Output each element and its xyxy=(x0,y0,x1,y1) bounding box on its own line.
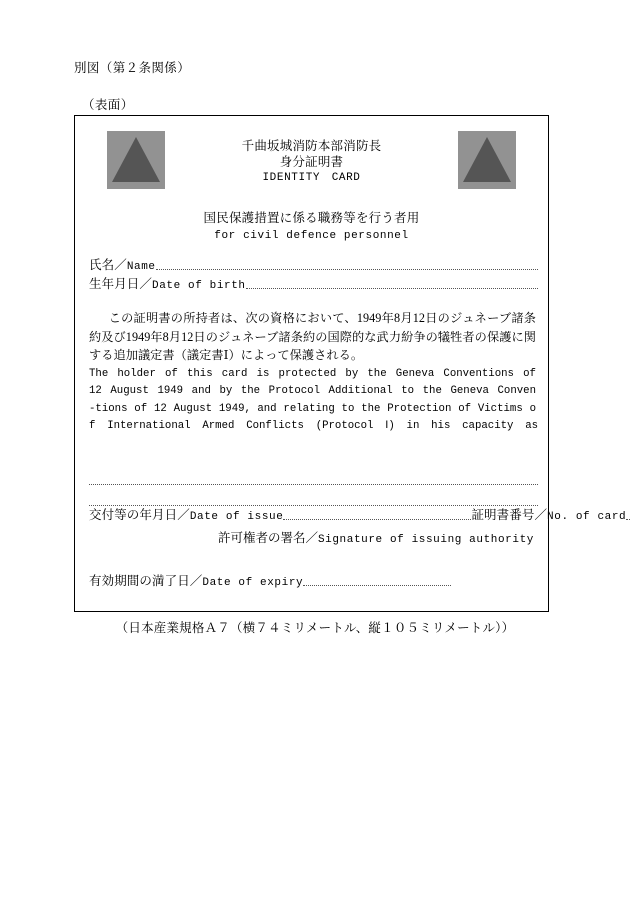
expiry-fields xyxy=(89,570,538,589)
clause-word: Conven xyxy=(497,385,536,398)
clause-word: 1949, and xyxy=(218,402,277,415)
expiry-date-label: 有効期間の満了日／Date of expiry xyxy=(89,574,304,589)
clause-word: Conventions xyxy=(443,368,514,380)
issue-fields xyxy=(89,504,627,523)
clause-word: the xyxy=(361,402,381,415)
clause-word: Additional xyxy=(328,385,393,398)
expiry-field-row xyxy=(89,570,538,589)
clause-word: of xyxy=(165,368,178,380)
clause-word: this xyxy=(186,368,213,380)
clause-word: protected xyxy=(278,368,337,380)
birth-field-row xyxy=(89,273,538,292)
clause-word: Geneva xyxy=(450,385,489,398)
emblem-row xyxy=(75,126,548,198)
clause-word: the xyxy=(240,385,261,398)
clause-word: Ⅰ) xyxy=(385,419,395,432)
protection-clause-en xyxy=(89,366,539,435)
paper-size-note: （日本産業規格Ａ７（横７４ミリメートル、縦１０５ミリメートル）） xyxy=(115,621,515,635)
expiry-date-input[interactable] xyxy=(303,584,451,586)
clause-word: Victims xyxy=(477,402,523,415)
blank-capacity-lines xyxy=(89,464,538,506)
protection-clause-jp-text: この証明書の所持者は、次の資格において、1949年8月12日のジュネーブ諸条約及び1949年8月12日のジュネーブ諸条約の国際的な武力紛争の犠牲者の保護に関する追加議定書（議定書Ⅰ）によって保護される。 xyxy=(89,311,536,363)
clause-word: August xyxy=(110,385,149,398)
clause-word: o xyxy=(529,402,536,415)
clause-word: the xyxy=(422,385,442,398)
protection-clause-en-line xyxy=(89,401,536,418)
protection-clause-en-line xyxy=(89,383,536,400)
card-side-label: （表面） xyxy=(82,98,134,112)
signature-label-jp: 許可権者の署名／ xyxy=(217,531,318,545)
clause-word: (Protocol xyxy=(315,419,374,432)
identity-card xyxy=(74,115,627,612)
identity-fields xyxy=(89,254,538,292)
name-field-label: 氏名／Name xyxy=(89,258,156,273)
clause-word: by xyxy=(345,368,359,380)
subtitle-jp: 国民保護措置に係る職務等を行う者用 xyxy=(203,211,420,225)
clause-word: Armed xyxy=(202,419,235,432)
card-number-label: 証明書番号／No. of card xyxy=(471,508,627,523)
subtitle-en: for civil defence personnel xyxy=(214,230,409,243)
clause-word: of xyxy=(458,402,472,415)
clause-word: of xyxy=(523,368,536,380)
clause-word: August xyxy=(173,402,213,415)
clause-word: 1949 xyxy=(157,385,184,398)
clause-word: 12 xyxy=(153,402,167,415)
birth-field-input[interactable] xyxy=(246,287,538,289)
issuer-title: 千曲坂城消防本部消防長 xyxy=(241,139,382,153)
signature-label xyxy=(75,528,534,546)
clause-word: holder xyxy=(117,368,156,380)
clause-word: the xyxy=(367,368,387,380)
clause-word: by xyxy=(219,385,233,398)
clause-word: Protection xyxy=(387,402,452,415)
clause-word: The xyxy=(89,368,109,380)
clause-word: and xyxy=(191,385,211,398)
protection-clause-en-line xyxy=(89,366,536,383)
card-subtitle-block xyxy=(75,209,548,245)
clause-word: his xyxy=(431,419,451,432)
clause-word: in xyxy=(406,419,420,432)
clause-word: Conflicts xyxy=(246,419,304,432)
issue-date-label: 交付等の年月日／Date of issue xyxy=(89,508,284,523)
clause-word: f xyxy=(89,419,96,432)
protection-clause-jp xyxy=(89,309,536,365)
issue-date-input[interactable] xyxy=(283,518,471,520)
capacity-input-line-1[interactable] xyxy=(89,464,538,485)
document-title-jp: 身分証明書 xyxy=(279,155,344,169)
card-number-input[interactable] xyxy=(626,518,630,520)
clause-word: card xyxy=(221,368,248,380)
clause-word: as xyxy=(525,419,539,432)
birth-field-label: 生年月日／Date of birth xyxy=(89,277,246,292)
clause-word: relating xyxy=(283,402,335,415)
identity-card-body xyxy=(75,116,627,611)
clause-word: of xyxy=(134,402,148,415)
page-heading: 別図（第２条関係） xyxy=(74,61,191,75)
card-title-block xyxy=(75,138,548,185)
clause-word: is xyxy=(256,368,270,380)
protection-clause-en-line xyxy=(89,418,539,435)
document-title-en: IDENTITY CARD xyxy=(262,172,361,184)
name-field-row xyxy=(89,254,538,273)
clause-word: Protocol xyxy=(268,385,320,398)
signature-label-en: Signature of issuing authority xyxy=(317,534,534,546)
capacity-input-line-2[interactable] xyxy=(89,485,538,506)
clause-word: 12 xyxy=(89,385,102,398)
clause-word: capacity xyxy=(462,419,514,432)
clause-word: -tions xyxy=(89,402,128,415)
issue-field-row xyxy=(89,504,627,523)
clause-word: to xyxy=(401,385,415,398)
name-field-input[interactable] xyxy=(156,268,538,270)
clause-word: International xyxy=(107,419,191,432)
clause-word: to xyxy=(341,402,355,415)
clause-word: Geneva xyxy=(395,368,435,380)
